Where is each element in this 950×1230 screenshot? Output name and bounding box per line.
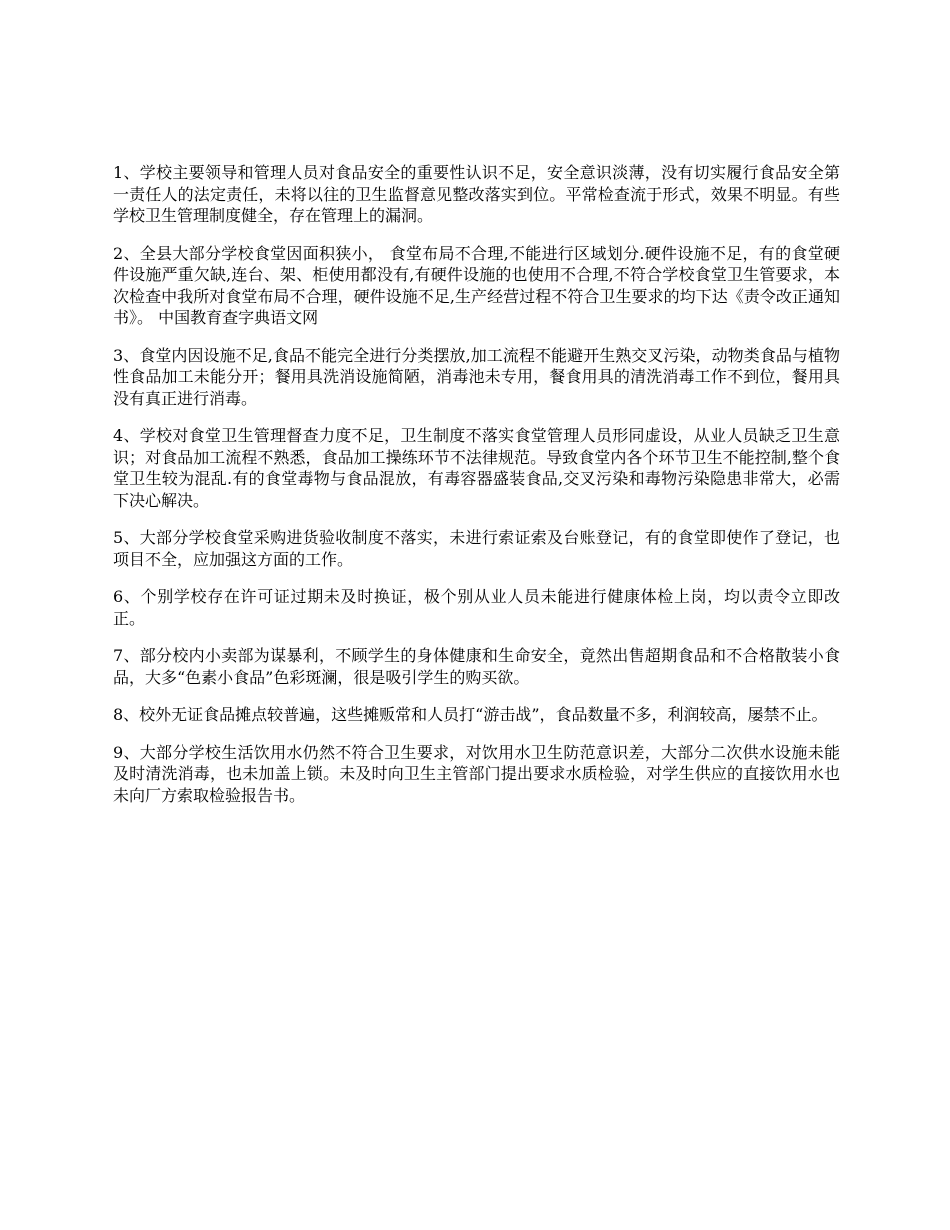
paragraph-3: 3、食堂内因设施不足,食品不能完全进行分类摆放,加工流程不能避开生熟交叉污染，动物类食品与植物性食品加工未能分开；餐用具洗消设施简陋，消毒池未专用，餐食用具的清洗消毒工作不到位，餐用具没有真正进行消毒。 <box>113 345 840 408</box>
document-body <box>113 162 840 822</box>
paragraph-7: 7、部分校内小卖部为谋暴利，不顾学生的身体健康和生命安全，竟然出售超期食品和不合格散装小食品，大多“色素小食品”色彩斑澜，很是吸引学生的购买欲。 <box>113 646 840 687</box>
paragraph-4: 4、学校对食堂卫生管理督查力度不足，卫生制度不落实食堂管理人员形同虚设，从业人员缺乏卫生意识；对食品加工流程不熟悉，食品加工操练环节不法律规范。导致食堂内各个环节卫生不能控制,整个食堂卫生较为混乱.有的食堂毒物与食品混放，有毒容器盛装食品,交叉污染和毒物污染隐患非常大，必需下决心解决。 <box>113 426 840 510</box>
paragraph-5: 5、大部分学校食堂采购进货验收制度不落实，未进行索证索及台账登记，有的食堂即使作了登记，也项目不全，应加强这方面的工作。 <box>113 528 840 569</box>
paragraph-2: 2、全县大部分学校食堂因面积狭小， 食堂布局不合理,不能进行区域划分.硬件设施不足，有的食堂硬件设施严重欠缺,连台、架、柜使用都没有,有硬件设施的也使用不合理,不符合学校食堂卫生管要求，本次检查中我所对食堂布局不合理，硬件设施不足,生产经营过程不符合卫生要求的均下达《责令改正通知书》。 中国教育查字典语文网 <box>113 243 840 327</box>
paragraph-1: 1、学校主要领导和管理人员对食品安全的重要性认识不足，安全意识淡薄，没有切实履行食品安全第一责任人的法定责任，未将以往的卫生监督意见整改落实到位。平常检查流于形式，效果不明显。有些学校卫生管理制度健全，存在管理上的漏洞。 <box>113 163 840 225</box>
paragraph-8: 8、校外无证食品摊点较普遍，这些摊贩常和人员打“游击战”，食品数量不多，利润较高，屡禁不止。 <box>113 705 828 724</box>
paragraph-9: 9、大部分学校生活饮用水仍然不符合卫生要求，对饮用水卫生防范意识差，大部分二次供水设施未能及时清洗消毒，也未加盖上锁。未及时向卫生主管部门提出要求水质检验，对学生供应的直接饮用水也未向厂方索取检验报告书。 <box>113 742 840 805</box>
paragraph-6: 6、个别学校存在许可证过期未及时换证，极个别从业人员未能进行健康体检上岗，均以责令立即改正。 <box>113 587 840 628</box>
